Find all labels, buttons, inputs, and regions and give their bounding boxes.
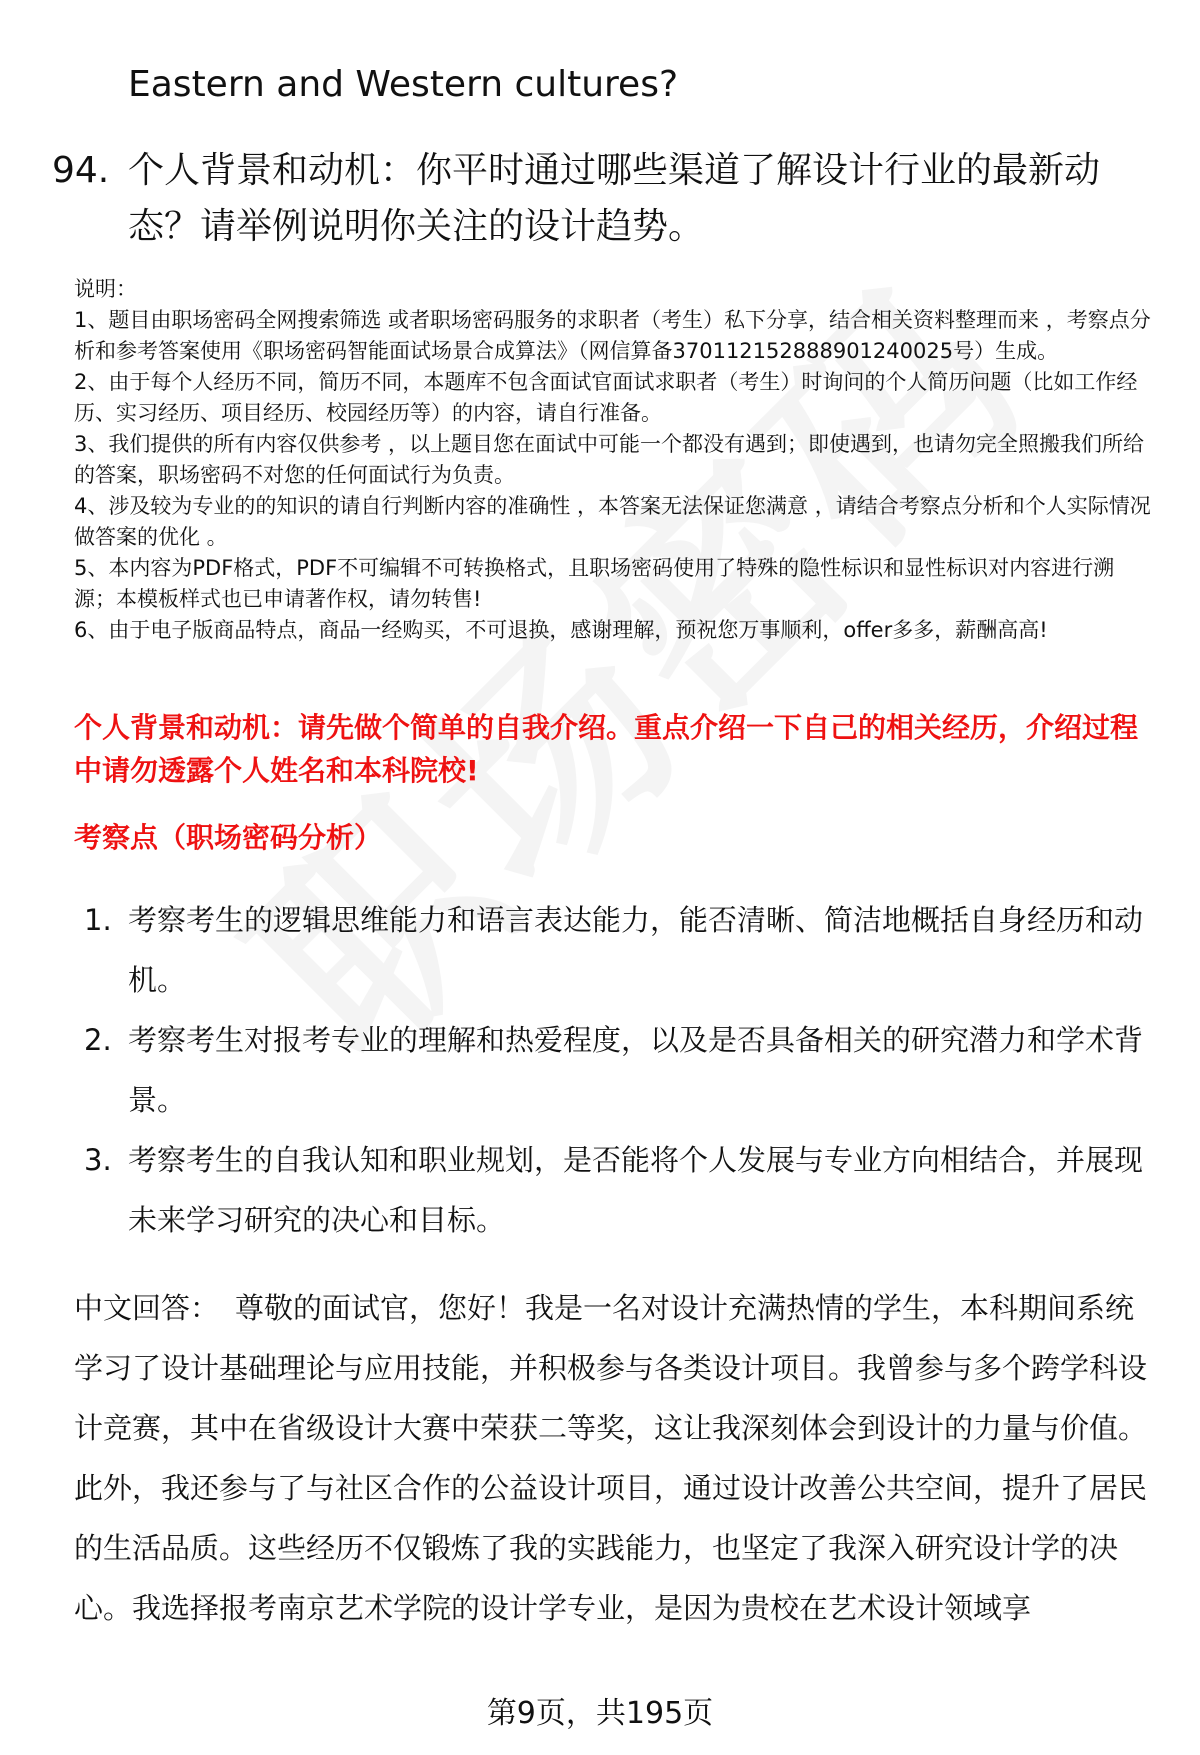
page-footer: 第9页，共195页 [486,1696,714,1731]
notes-section [74,274,1154,646]
analysis-point [84,1010,1144,1130]
answer-section [74,1278,1154,1638]
note-item: 5、本内容为PDF格式，PDF不可编辑不可转换格式，且职场密码使用了特殊的隐性标识和显性标识对内容进行溯源；本模板样式也已申请著作权，请勿转售! [74,556,1115,611]
note-item: 1、题目由职场密码全网搜索筛选 或者职场密码服务的求职者（考生）私下分享，结合相关资料整理而来 ，考察点分析和参考答案使用《职场密码智能面试场景合成算法》（网信算备370112152888901240025号）生成。 [74,308,1151,363]
highlighted-question: 个人背景和动机：请先做个简单的自我介绍。重点介绍一下自己的相关经历，介绍过程中请勿透露个人姓名和本科院校! [74,711,1139,787]
point-text: 考察考生的逻辑思维能力和语言表达能力，能否清晰、简洁地概括自身经历和动机。 [128,903,1144,997]
point-text: 考察考生的自我认知和职业规划，是否能将个人发展与专业方向相结合，并展现未来学习研究的决心和目标。 [128,1143,1144,1237]
point-number: 1. [84,903,112,937]
analysis-points [84,890,1144,1250]
analysis-point [84,1130,1144,1250]
note-item: 6、由于电子版商品特点，商品一经购买，不可退换，感谢理解，预祝您万事顺利，offer多多，薪酬高高! [74,618,1048,642]
analysis-point [84,890,1144,1010]
point-number: 3. [84,1143,112,1177]
question-94 [52,143,1132,255]
answer-label: 中文回答： [74,1291,220,1325]
answer-text: 尊敬的面试官，您好！我是一名对设计充满热情的学生，本科期间系统学习了设计基础理论与应用技能，并积极参与各类设计项目。我曾参与多个跨学科设计竞赛，其中在省级设计大赛中荣获二等奖，这让我深刻体会到设计的力量与价值。此外，我还参与了与社区合作的公益设计项目，通过设计改善公共空间，提升了居民的生活品质。这些经历不仅锻炼了我的实践能力，也坚定了我深入研究设计学的决心。我选择报考南京艺术学院的设计学专业，是因为贵校在艺术设计领域享 [74,1291,1148,1625]
continuation-text: Eastern and Western cultures? [128,64,679,105]
notes-heading: 说明： [74,277,137,301]
note-item: 2、由于每个人经历不同，简历不同，本题库不包含面试官面试求职者（考生）时询问的个人简历问题（比如工作经历、实习经历、项目经历、校园经历等）的内容，请自行准备。 [74,370,1138,425]
point-text: 考察考生对报考专业的理解和热爱程度，以及是否具备相关的研究潜力和学术背景。 [128,1023,1144,1117]
analysis-heading: 考察点（职场密码分析） [74,821,383,854]
note-item: 3、我们提供的所有内容仅供参考 ，以上题目您在面试中可能一个都没有遇到；即使遇到，也请勿完全照搬我们所给的答案，职场密码不对您的任何面试行为负责。 [74,432,1145,487]
note-item: 4、涉及较为专业的的知识的请自行判断内容的准确性 ，本答案无法保证您满意 ，请结合考察点分析和个人实际情况做答案的优化 。 [74,494,1151,549]
point-number: 2. [84,1023,112,1057]
question-text: 个人背景和动机：你平时通过哪些渠道了解设计行业的最新动态？请举例说明你关注的设计趋势。 [128,150,1101,247]
question-number: 94. [52,150,110,191]
